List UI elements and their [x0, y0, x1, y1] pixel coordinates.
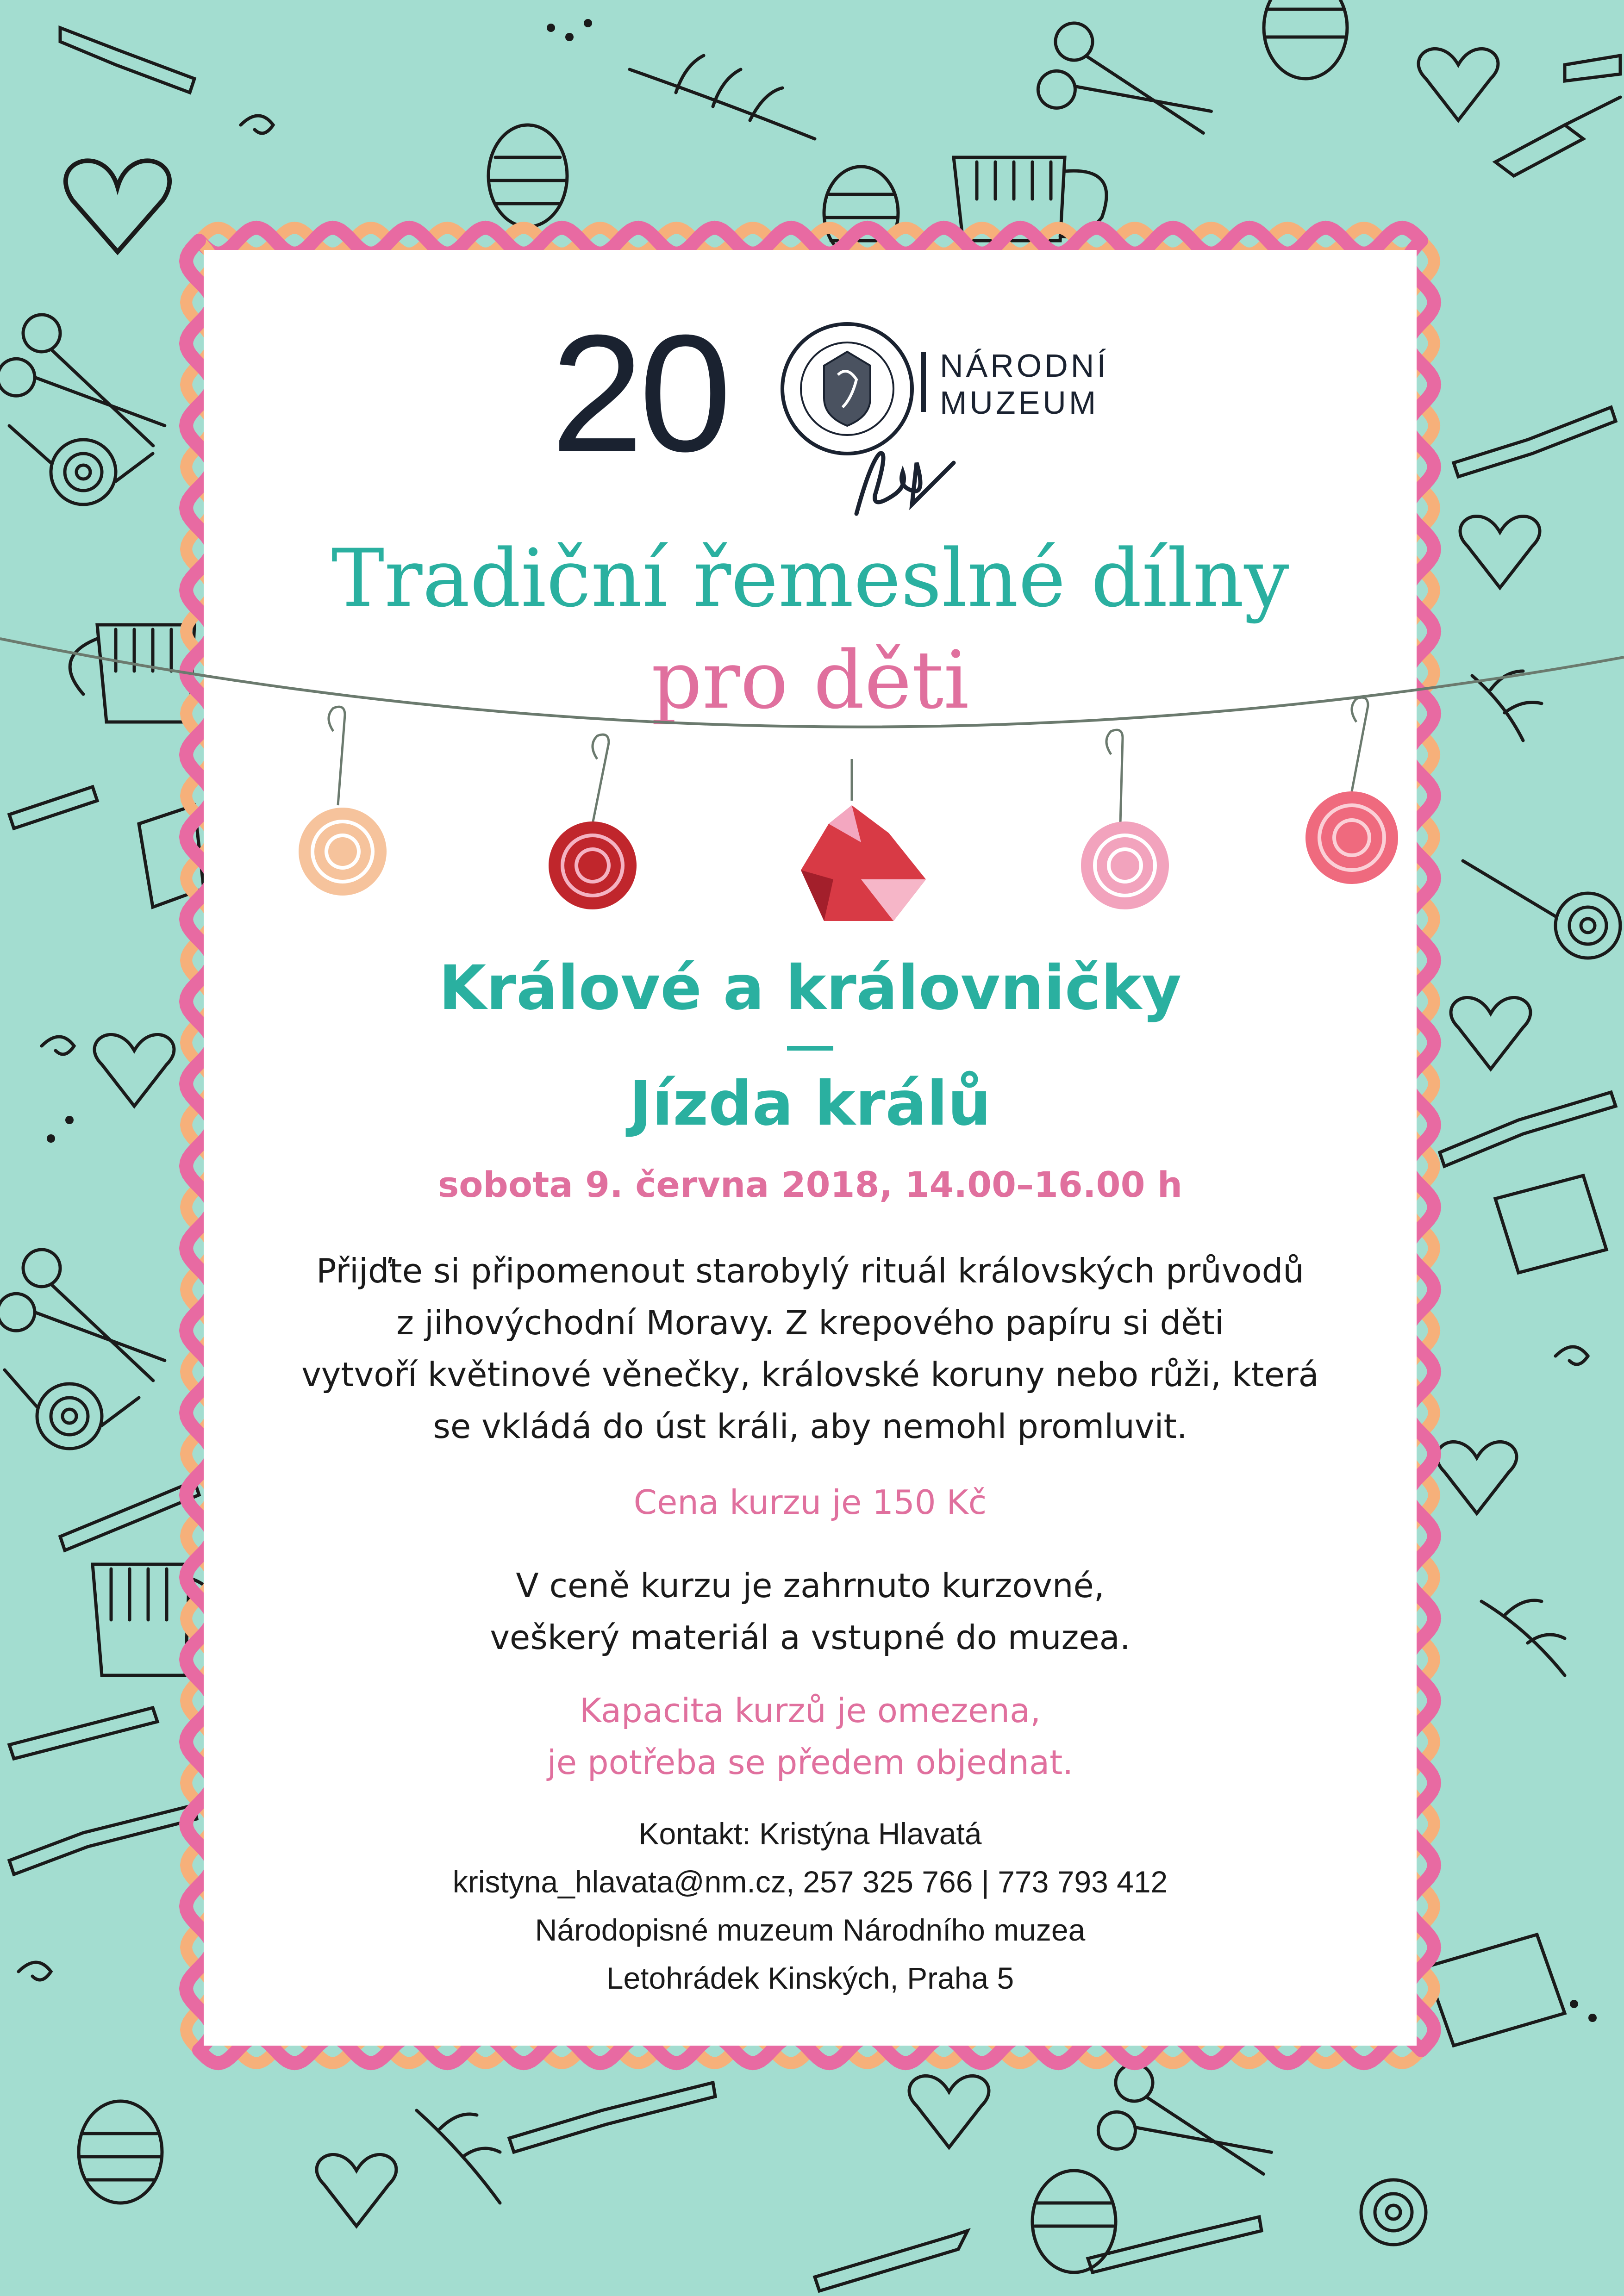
contact-email-phone: kristyna_hlavata@nm.cz, 257 325 766 | 773 793 412 [452, 1865, 1168, 1899]
paper-ornament-garland [0, 625, 1624, 949]
pink-paper-rose-icon [1081, 821, 1169, 909]
title-line2: pro děti [651, 634, 969, 727]
includes-line: V ceně kurzu je zahrnuto kurzovné, [516, 1566, 1105, 1605]
price-includes [241, 1560, 1380, 1663]
capacity-line: Kapacita kurzů je omezena, [579, 1691, 1041, 1730]
course-price: Cena kurzu je 150 Kč [633, 1483, 987, 1522]
logo-let-script [838, 444, 958, 518]
event-name-dash [787, 1046, 833, 1051]
red-paper-rose-icon [549, 821, 637, 909]
description-line: Přijďte si připomenout starobylý rituál královských průvodů [316, 1251, 1304, 1290]
description-line: se vkládá do úst králi, aby nemohl promluvit. [433, 1407, 1187, 1446]
red-paper-crown-icon [801, 805, 926, 921]
title-line1: Tradiční řemeslné dílny [331, 532, 1289, 625]
musaeum-nationale-seal-icon [778, 319, 917, 458]
event-name-line2: Jízda králů [629, 1068, 991, 1139]
logo-brand-line2: MUZEUM [940, 385, 1099, 421]
capacity-note [204, 1685, 1417, 1788]
description-line: z jihovýchodní Moravy. Z krepového papíru si děti [396, 1303, 1224, 1342]
contact-person: Kontakt: Kristýna Hlavatá [638, 1817, 982, 1851]
description-line: vytvoří květinové věnečky, královské koruny nebo růži, která [301, 1355, 1319, 1394]
coral-paper-rose-icon [1305, 791, 1398, 884]
contact-address: Letohrádek Kinských, Praha 5 [606, 1961, 1014, 1995]
logo-divider [921, 352, 926, 412]
contact-block [204, 1810, 1417, 2002]
logo-brand [940, 347, 1109, 421]
event-date: sobota 9. června 2018, 14.00–16.00 h [437, 1164, 1183, 1205]
capacity-line: je potřeba se předem objednat. [547, 1743, 1074, 1782]
event-description [241, 1245, 1380, 1452]
logo-number: 20 [551, 300, 727, 486]
peach-paper-rose-icon [299, 808, 387, 896]
contact-institution: Národopisné muzeum Národního muzea [535, 1913, 1086, 1947]
logo-brand-line1: NÁRODNÍ [940, 348, 1109, 384]
event-name-line1: Králové a královničky [438, 952, 1182, 1024]
includes-line: veškerý materiál a vstupné do muzea. [490, 1618, 1131, 1657]
narodni-muzeum-200-logo [551, 300, 1134, 523]
